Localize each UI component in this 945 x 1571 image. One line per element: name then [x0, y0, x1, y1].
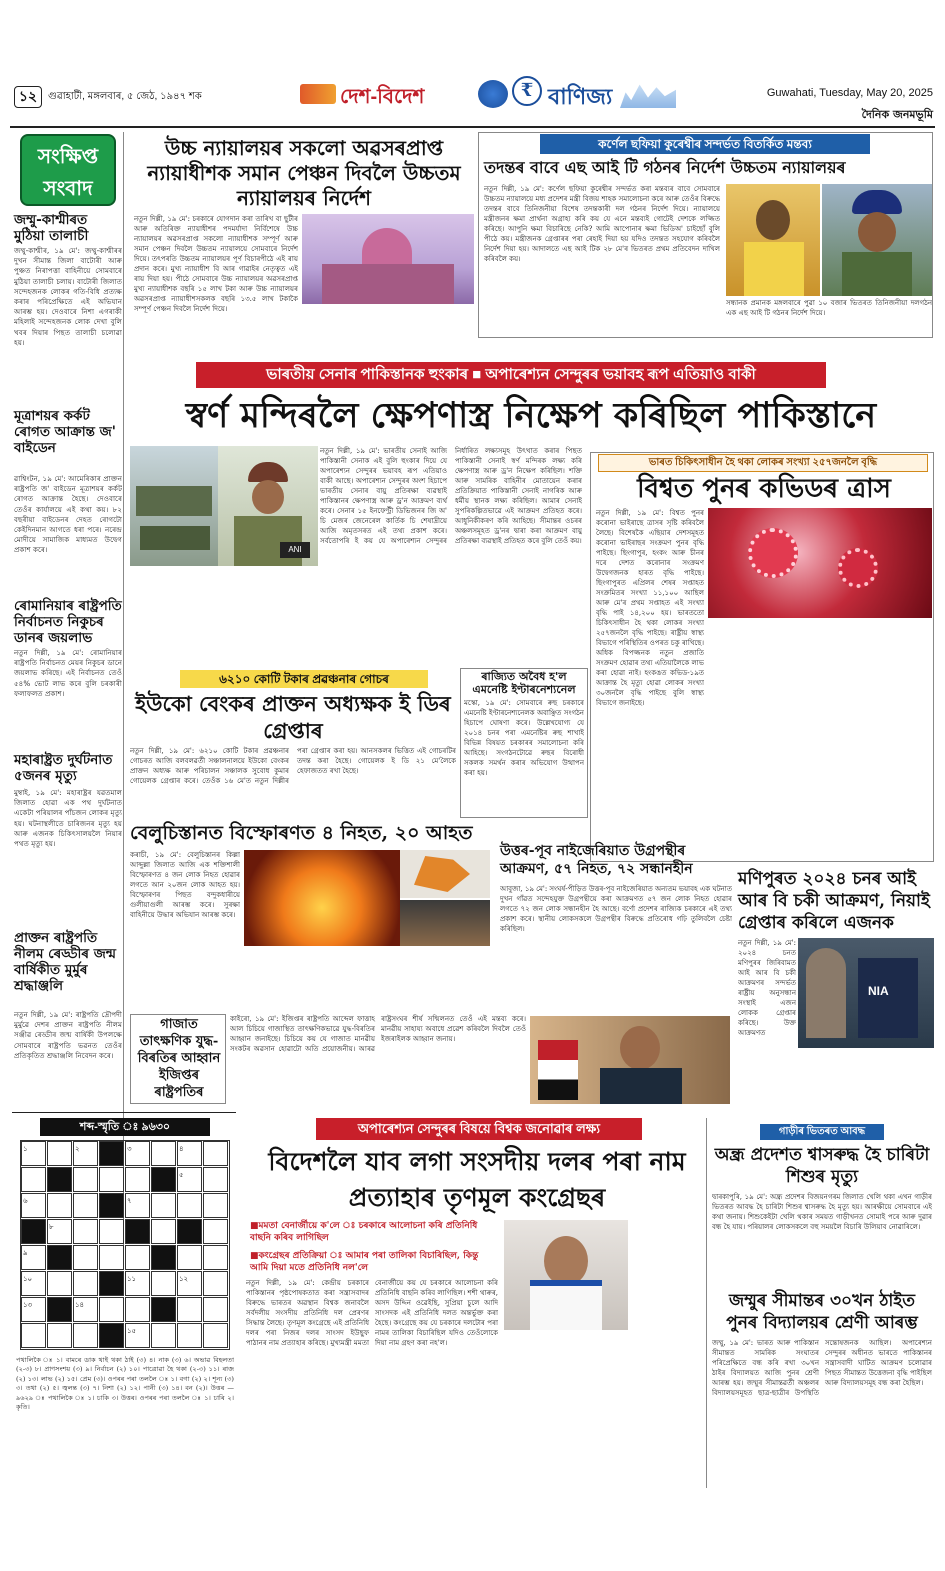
- story-headline: গাজাত তাৎক্ষণিক যুদ্ধ-বিৰতিৰ আহ্বান ইজিপ্তৰ ৰাষ্ট্ৰপতিৰ: [137, 1017, 221, 1100]
- red-banner: ভাৰতীয় সেনাৰ পাকিস্তানক হুংকাৰ ■ অপাৰেশ্যন সেন্দুৰৰ ভয়াবহ ৰূপ এতিয়াও বাকী: [196, 362, 826, 388]
- crossword-cell[interactable]: [177, 1323, 202, 1348]
- sidebar-title: সংক্ষিপ্ত সংবাদ: [20, 134, 116, 206]
- section-title-banijya: বাণিজ্য: [548, 84, 613, 109]
- story-kicker: কৰ্ণেল ছফিয়া কুৰেশ্বীৰ সন্দৰ্ভত বিতৰ্কিত মন্তব্য: [540, 134, 870, 154]
- story-body: মস্কো, ১৯ মে': সোমবাৰে ৰুছ চৰকাৰে এমনেষ্টি ইণ্টাৰনেশ্যনেলক অবাঞ্ছিত সংগঠন হিচাপে ঘোষণা কৰে। উল্লেখযোগ্য যে ২০১৪ চনৰ পৰা এমনেষ্টিৰ ৰুছ শাখাই বিভিন্ন বিষয়ত চৰকাৰৰ সমালোচনা কৰি আহিছে। সংগঠনটোৱে ৰুছৰ বিৰোধী সকলক সমৰ্থন কৰাৰ অভিযোগ উত্থাপন কৰা হয়।: [464, 699, 584, 777]
- story-body: আবুজা, ১৯ মে': সংঘৰ্ষ-পীড়িত উত্তৰ-পূব নাইজেৰিয়াত অন্যতম ভয়াবহ এক ঘটনাত দুখন গাঁৱত সন্দেহযুক্ত উগ্ৰপন্থীয়ে কৰা আক্ৰমণত ৫৭ জন লোক নিহত হোৱাৰ লগতে ৭২ জন লোক সন্ধানহীন হৈ আছে। বৰ্ণো প্ৰদেশৰ ৰাজ্যিক চৰকাৰে এই তথ্য প্ৰকাশ কৰে। স্থানীয় লোকসকলে উগ্ৰপন্থীৰ বিৰুদ্ধে প্ৰতিৰোধ গঢ়ি তুলিবলৈ চেষ্টা কৰিছিল।: [500, 885, 732, 933]
- crossword-block: [47, 1297, 72, 1322]
- crossword-cell[interactable]: [47, 1193, 72, 1218]
- covid-virus-image: [708, 508, 932, 618]
- supreme-court-photo: [302, 214, 474, 304]
- page-number: ১২: [14, 86, 42, 108]
- crossword-cell[interactable]: [177, 1297, 202, 1322]
- crossword-block: [99, 1271, 124, 1296]
- photo-caption: সন্ধানক প্ৰমানক মঙ্গলবাৰে পুৱা ১০ বজাৰ ভিতৰত তিনিজনীয়া দলগঠন এক এছ আই টি গঠনৰ নিৰ্দেশ দিয়ে।: [726, 299, 932, 317]
- colonel-photo: [822, 184, 932, 296]
- story-kicker: ৬২১০ কোটি টকাৰ প্ৰৱঞ্চনাৰ গোচৰ: [180, 670, 428, 688]
- story-headline: ৰাজ্যিত অবৈধ হ'ল এমনেষ্টি ইণ্টাৰনেশ্যনেল: [472, 670, 576, 696]
- story-body-cont: [244, 948, 490, 1010]
- story-headline: মণিপুৰত ২০২৪ চনৰ আই আৰ বি চকী আক্ৰমণ, নিয়াই গ্ৰেপ্তাৰ কৰিলে এজনক: [738, 869, 930, 933]
- brief-headline: মহাৰাষ্ট্ৰত দুৰ্ঘটনাত ৫জনৰ মৃত্যু: [14, 752, 113, 784]
- story-body: দ্বাৰকাপুৰি, ১৯ মে': অন্ধ্ৰ প্ৰদেশৰ বিজয়নগৰম জিলাত খেলি থকা এখন গাড়ীৰ ভিতৰত আবদ্ধ হৈ চাৰিটা শিশুৰ শ্বাসৰুদ্ধ হৈ মৃত্যু হয়। আৰক্ষীয়ে সোমবাৰে এই কথা জনায়। শিশুকেইটা খেলি থকাৰ সময়ত গাড়ীখনত সোমাই পৰে আৰু দুৱাৰ বন্ধ হৈ যায়। পৰিয়ালৰ লোকসকলে বহু সময়লৈ বিচাৰি উলিয়াব নোৱাৰিলে।: [712, 1193, 932, 1231]
- crossword-cell[interactable]: ১৫: [125, 1323, 150, 1348]
- blast-photo: [244, 850, 400, 946]
- crossword-block: [99, 1323, 124, 1348]
- story-kicker: গাড়ীৰ ভিতৰত আবদ্ধ: [760, 1124, 884, 1140]
- mamata-photo: [504, 1220, 628, 1330]
- crossword-cell[interactable]: [73, 1167, 98, 1192]
- crossword-block: [99, 1141, 124, 1166]
- crossword-cell[interactable]: [151, 1271, 176, 1296]
- crossword-cell[interactable]: [203, 1297, 228, 1322]
- crossword-block: [177, 1219, 202, 1244]
- crossword-cell[interactable]: [99, 1245, 124, 1270]
- crossword-cell[interactable]: [203, 1167, 228, 1192]
- crossword-cell[interactable]: [73, 1271, 98, 1296]
- brief-body: মুম্বাই, ১৯ মে': মহাৰাষ্ট্ৰৰ যৱতমাল জিলাত হোৱা এক পথ দুৰ্ঘটনাত একেটা পৰিয়ালৰ পাঁচজন লোকৰ মৃত্যু হয়। ঘটনাস্থলীতে চাৰিজনৰ মৃত্যু হয় আৰু এজনক চিকিৎসালয়লৈ নিয়াৰ পথত মৃত্যু হয়।: [14, 788, 122, 849]
- brief-headline: ৰোমানিয়াৰ ৰাষ্ট্ৰপতি নিৰ্বাচনত নিকুচৰ ডানৰ জয়লাভ: [14, 598, 122, 646]
- story-body: জম্মু, ১৯ মে': ভাৰত আৰু পাকিস্তান সীমান্তত সামৰিক সংঘাতৰ পৰিপ্ৰেক্ষিতে বন্ধ কৰি ৰখা ৩০খন ঠাইৰ বিদ্যালয়ত আজি পুনৰ শ্ৰেণী আৰম্ভ হয়। জম্মুৰ সীমান্তৱৰ্তী অঞ্চলৰ বিদ্যালয়সমূহত ছাত্ৰ-ছাত্ৰীৰ উপস্থিতি সন্তোষজনক আছিল। অপাৰেশ্যন সেন্দুৰৰ অধীনত ভাৰতে পাকিস্তানৰ সন্ত্ৰাসবাদী ঘাটিত আক্ৰমণ চলোৱাৰ পিছত সীমান্তত উত্তেজনা বৃদ্ধি পাইছিল আৰু বিদ্যালয়সমূহ বন্ধ কৰা হৈছিল।: [712, 1339, 932, 1397]
- masthead: দৈনিক জনমভূমি: [861, 108, 933, 121]
- army-officer-photo: [218, 446, 318, 566]
- crossword-cell[interactable]: ৪: [177, 1141, 202, 1166]
- crossword-block: [125, 1219, 150, 1244]
- globe-icon: [478, 80, 508, 108]
- minister-photo: [726, 184, 820, 296]
- story-body-cont: [738, 1050, 934, 1118]
- crossword-cell[interactable]: [151, 1141, 176, 1166]
- crossword-cell[interactable]: ৫: [177, 1167, 202, 1192]
- story-body: নতুন দিল্লী, ১৯ মে': চৰকাৰে যোগদান কৰা তাৰিখ বা ছুটীৰ আৰু অতিৰিক্ত ন্যায়াধীশৰ পদমৰ্যাদা নিৰ্বিশেষে উচ্চ ন্যায়ালয়ৰ অৱসৰপ্ৰাপ্ত সকলো ন্যায়াধীশক সম্পূৰ্ণ আৰু সমান পেঞ্চন দিবলৈ উচ্চতম ন্যায়ালয়ে সোমবাৰে নিৰ্দেশ দিয়ে। তৎপৰতি উচ্চতম ন্যায়ালয়ৰ পূৰ্ণ বিচাৰপীঠে এই ৰায় প্ৰদান কৰে। মুখ্য ন্যায়াধীশ বি আৰ গাৱাইৰ নেতৃত্বত এই ৰায় দিয়া হয়। পীঠে সোমবাৰে উচ্চ ন্যায়ালয়ৰ অৱসৰপ্ৰাপ্ত মুখ্য ন্যায়াধীশক বছৰি ১৫ লাখ টকা আৰু উচ্চ ন্যায়ালয়ৰ অৱসৰপ্ৰাপ্ত ন্যায়াধীশসকলক বছৰি ১৩.৫ লাখ টকাকৈ সম্পূৰ্ণ পেঞ্চন দিবলৈ নিৰ্দেশ দিয়ে।: [134, 215, 298, 313]
- lead-headline: স্বৰ্ণ মন্দিৰলৈ ক্ষেপণাস্ত্ৰ নিক্ষেপ কৰিছিল পাকিস্তানে: [185, 395, 877, 436]
- india-gate-icon: [300, 84, 336, 104]
- story-kicker: ভাৰত চিকিৎসাধীন হৈ থকা লোকৰ সংখ্যা ২৫৭জনলৈ বৃদ্ধি: [598, 454, 928, 472]
- crossword-cell[interactable]: [99, 1297, 124, 1322]
- story-body: কাইৰো, ১৯ মে': ইজিপ্তৰ ৰাষ্ট্ৰপতি আব্দেল ফাত্তাহ আল চিচিয়ে গাজাস্থিত তাৎক্ষণিকভাৱে যুদ্ধ-বিৰতিৰ আহ্বান জনাইছে। চিচিয়ে কয় যে গাজাত মানৱীয় সংকটৰ অৱসান হোৱাটো অতি প্ৰয়োজনীয়। আৰৱ ৰাষ্ট্ৰসংঘৰ শীৰ্ষ সন্মিলনত তেওঁ এই মন্তব্য কৰে। মানৱীয় সাহায্য অবাধে প্ৰৱেশ কৰিবলৈ দিবলৈ তেওঁ ইজৰাইলক আহ্বান জনায়।: [230, 1015, 526, 1053]
- story-body: নতুন দিল্লী, ১৯ মে': ২০২৪ চনত মণিপুৰৰ জিৰিবামত আই আৰ বি চকী আক্ৰমণৰ সন্দৰ্ভত ৰাষ্ট্ৰীয় অনুসন্ধান সংস্থাই এজন লোকক গ্ৰেপ্তাৰ কৰিছে। উক্ত আক্ৰমণত: [738, 939, 796, 1037]
- crossword-cell[interactable]: [47, 1141, 72, 1166]
- missile-system-photo: [130, 446, 218, 566]
- crossword-block: [151, 1167, 176, 1192]
- crossword-cell[interactable]: [125, 1167, 150, 1192]
- crossword-cell[interactable]: [151, 1323, 176, 1348]
- crossword-cell[interactable]: [151, 1193, 176, 1218]
- story-headline: বেলুচিস্তানত বিস্ফোৰণত ৪ নিহত, ২০ আহত: [130, 822, 473, 844]
- blast-aftermath-photo: [400, 900, 490, 946]
- crossword-cell[interactable]: [125, 1297, 150, 1322]
- crossword-cell[interactable]: [73, 1193, 98, 1218]
- story-headline: ইউকো বেংকৰ প্ৰাক্তন অধ্যক্ষক ই ডিৰ গ্ৰেপ্তাৰ: [135, 691, 451, 743]
- story-headline: বিশ্বত পুনৰ কভিডৰ ত্ৰাস: [637, 474, 891, 504]
- crossword-cell[interactable]: [203, 1219, 228, 1244]
- lead-body-cont: [130, 570, 318, 666]
- egypt-president-photo: [530, 1016, 730, 1104]
- story-body-cont: [708, 622, 932, 858]
- crossword-cell[interactable]: [203, 1193, 228, 1218]
- story-headline: জম্মুৰ সীমান্তৰ ৩০খন ঠাইত পুনৰ বিদ্যালয়ৰ শ্ৰেণী আৰম্ভ: [726, 1291, 918, 1333]
- crossword-cell[interactable]: ৯: [21, 1245, 46, 1270]
- brief-headline: প্ৰাক্তন ৰাষ্ট্ৰপতি নীলম ৰেড্ডীৰ জন্ম বাৰ্ষিকীত মুৰ্মুৰ শ্ৰদ্ধাঞ্জলি: [14, 930, 116, 994]
- crossword-clues: পথালিকৈ ঃ ১। বামৰে ডাক থাই থকা ঠাই (৩) ৪। নাক (৩) ৬। অভাৱ বিহলতা (২-৩) ৮। প্ৰাণসংশয় (৩) ৯। নিৰ্বাচন (২) ১০। পাত্ৰোৱা হৈ থকা (২-৩) ১১। ৰাজ (২) ১৩। লাভ (২) ১৫। প্ৰেম (৩)। ওপৰৰ পৰা তললৈ ঃ ১। বগা (২) ২। শূন্য (৩) ৩। তথা (২) ৫। জ্বলন্ত (৩) ৭। নিশা (২) ১২। পানী (৩) ১৪। বন (২)। উত্তৰ — ৯৬২৯ ঃ পথালিকৈ ঃ ১। চাকি ৩। উত্তৰ। ওপৰৰ পৰা তললৈ ঃ ১। চাৰি ২। কৃতি।: [16, 1356, 234, 1412]
- crossword-cell[interactable]: ১১: [125, 1271, 150, 1296]
- story-body: নতুন দিল্লী, ১৯ মে': বিশ্বত পুনৰ কৰোনা ভাইৰাছে ত্ৰাসৰ সৃষ্টি কৰিবলৈ লৈছে। বিশেষকৈ এছিয়াৰ দেশসমূহত কৰোনা ভাইৰাছৰ সংক্ৰমণ পুনৰ বৃদ্ধি পাইছে। ছিংগাপুৰ, হংকং আৰু চীনৰ দৰে দেশত কৰোনাৰ সংক্ৰমণ উদ্বেগজনক হাৰত বৃদ্ধি পাইছে। ছিংগাপুৰত এপ্ৰিলৰ শেষৰ সপ্তাহত সংক্ৰমিতৰ সংখ্যা ১১,১০০ আছিল আৰু মে'ৰ প্ৰথম সপ্তাহত এই সংখ্যা বৃদ্ধি পাই ১৪,২০০ হয়। ভাৰততো চিকিৎসাধীন হৈ থকা লোকৰ সংখ্যা ২৫৭জনলৈ বৃদ্ধি পাইছে। ৰাষ্ট্ৰীয় স্বাস্থ্য বিভাগে পৰিস্থিতিৰ ওপৰত চকু ৰাখিছে। অধিক বিপজ্জনক নতুন প্ৰজাতি সংক্ৰমণ হোৱাৰ তথ্য এতিয়ালৈকে লাভ কৰা হোৱা নাই। হংকঙত কভিড-১৯ত আক্ৰান্ত হৈ মৃত্যু হোৱা লোকৰ সংখ্যা ৩০জনলৈ বৃদ্ধি পাইছে বুলি স্বাস্থ্য বিভাগে জনাইছে।: [596, 509, 704, 707]
- brief-body: জম্মু-কাশ্মীৰ, ১৯ মে': জম্মু-কাশ্মীৰৰ দুখন সীমান্ত জিলা বাটোৰী আৰু পুঞ্চত নিৰাপত্তা বাহিনীয়ে সোমবাৰে মুঠিয়া তালাচী চলায়। বাটোৰী জিলাত সন্দেহজনক লোকৰ গতি-বিধি প্ৰত্যক্ষ কৰাৰ পৰিপ্ৰেক্ষিতে এই অভিযান আৰম্ভ হয়। দেওবাৰে নিশা এগৰাকী মহিলাই সন্দেহজনক লোক দেখা বুলি খবৰ দিয়াৰ পিছত তালাচী চলোৱা হয়।: [14, 246, 122, 347]
- section-title-desh-bidesh: দেশ-বিদেশ: [340, 86, 425, 108]
- crossword-block: [99, 1193, 124, 1218]
- crossword-block: [47, 1167, 72, 1192]
- crossword-cell[interactable]: [177, 1193, 202, 1218]
- crossword-cell[interactable]: [47, 1323, 72, 1348]
- lead-body: নতুন দিল্লী, ১৯ মে': ভাৰতীয় সেনাই আজি পাকিস্তানী সেনাক এই বুলি হুংকাৰ দিয়ে যে অপাৰেশ্যন সেন্দুৰৰ ভয়াবহ ৰূপ এতিয়াও বাকী আছে। অপাৰেশ্যন সেন্দুৰৰ অংশ হিচাপে ভাৰতীয় সেনাৰ বায়ু প্ৰতিৰক্ষা ব্যৱস্থাই পাকিস্তানৰ ক্ষেপণাস্ত্ৰ আৰু ড্ৰ'ন আক্ৰমণ ব্যৰ্থ কৰে। সেনাৰ ১৫ ইনফেণ্ট্ৰী ডিভিজনৰ জি অ' চি মেজৰ জেনেৰেল কাৰ্তিক চি শেষাদ্ৰীয়ে আজি অমৃতসৰত এই তথ্য প্ৰকাশ কৰে। সৰ্বতোপৰি ই কয় যে অপাৰেশ্যন সেন্দুৰৰ নিৰ্ধাৰিত লক্ষ্যসমূহ উৎখাত কৰাৰ পিছত পাকিস্তানী সেনাই স্বৰ্ণ মন্দিৰক লক্ষ্য কৰি ক্ষেপণাস্ত্ৰ আৰু ড্ৰ'ন নিক্ষেপ কৰিছিল। শক্তি আৰু সামৰিক বাহিনীৰ মোতায়েন কৰাৰ প্ৰতিক্ৰিয়াত পাকিস্তানী সেনাই নাগৰিক আৰু ধৰ্মীয় স্থানক লক্ষ্য কৰিছিল। আমাৰ সেনাই সুপৰিকল্পিতভাৱে এই আক্ৰমণ প্ৰতিহত কৰে। আধুনিকীকৰণ কৰি আহিছে। সীমান্তৰ ওচৰৰ অঞ্চলসমূহত ড্ৰ'নৰ দ্বাৰা কৰা আক্ৰমণ বায়ু প্ৰতিৰক্ষা ব্যৱস্থাই প্ৰতিহত কৰে বুলি তেওঁ কয়।: [320, 447, 582, 545]
- crossword-cell[interactable]: [177, 1245, 202, 1270]
- crossword-cell[interactable]: [73, 1323, 98, 1348]
- story-headline: উত্তৰ-পূব নাইজেৰিয়াত উগ্ৰপন্থীৰ আক্ৰমণ, ৫৭ নিহত, ৭২ সন্ধানহীন: [500, 843, 693, 877]
- crossword-cell[interactable]: ৬: [21, 1193, 46, 1218]
- story-body-cont: [302, 306, 474, 332]
- story-body: নতুন দিল্লী, ১৯ মে': কৰ্ণেল ছফিয়া কুৰেশ্বীৰ সন্দৰ্ভত কৰা মন্তব্যৰ বাবে সোমবাৰে উচ্চতম ন্যায়ালয়ে মধ্য প্ৰদেশৰ মন্ত্ৰী বিজয় শাহক সমালোচনা কৰে আৰু তেওঁৰ বিৰুদ্ধে তদন্তৰ বাবে তিনিজনীয়া বিশেষ তদন্তকাৰী দল গঠনৰ নিৰ্দেশ দিয়ে। ন্যায়ালয়ে মন্ত্ৰীজনৰ ক্ষমা প্ৰাৰ্থনা অগ্ৰাহ্য কৰি কয় যে এনে মন্তব্যই গোটেই দেশকে লজ্জিত কৰিছে। আপুনি ক্ষমা বিচাৰিছে নেকি? আমি আপোনাৰ ক্ষমা ভিডিঅ' চাইছোঁ বুলি পীঠে কয়। মন্ত্ৰীজনক গ্ৰেপ্তাৰৰ পৰা ৰেহাই দিয়া হয় যদিও তদন্তত সহযোগ কৰিবলৈ নিৰ্দেশ দিয়া হয়। আদালতে এছ আই টিক ২৮ মে'ৰ ভিতৰত প্ৰথম প্ৰতিবেদন দাখিল কৰিবলৈ কয়।: [484, 185, 720, 263]
- crossword-block: [21, 1219, 46, 1244]
- crossword-cell[interactable]: [203, 1141, 228, 1166]
- crossword-block: [151, 1297, 176, 1322]
- crossword-cell[interactable]: ১৪: [73, 1297, 98, 1322]
- story-headline: তদন্তৰ বাবে এছ আই টি গঠনৰ নিৰ্দেশ উচ্চতম ন্যায়ালয়ৰ: [484, 158, 846, 177]
- crossword-cell[interactable]: [99, 1167, 124, 1192]
- crossword-cell[interactable]: [99, 1219, 124, 1244]
- crossword-cell[interactable]: ১০: [21, 1271, 46, 1296]
- nia-label: NIA: [868, 984, 889, 998]
- header-date-en: Guwahati, Tuesday, May 20, 2025: [766, 87, 933, 99]
- crossword-cell[interactable]: ৭: [125, 1193, 150, 1218]
- crossword-cell[interactable]: [21, 1167, 46, 1192]
- red-banner: অপাৰেশ্যন সেন্দুৰৰ বিষয়ে বিশ্বক জনোৱাৰ লক্ষ্য: [316, 1118, 642, 1140]
- crossword-title: শব্দ-স্মৃতি ঃ ৯৬৩০: [40, 1118, 210, 1136]
- crossword-cell[interactable]: ২: [73, 1141, 98, 1166]
- story-body-cont: [504, 1334, 704, 1488]
- ani-logo: ANI: [280, 542, 310, 558]
- brief-body: ৱাশ্বিংটন, ১৯ মে': আমেৰিকাৰ প্ৰাক্তন ৰাষ্ট্ৰপতি জ' বাইডেন মূত্ৰাশয়ৰ কৰ্কট ৰোগত আক্ৰান্ত হৈছে। দেওবাৰে তেওঁৰ কাৰ্যালয়ে এই কথা কয়। ৮২ বছৰীয়া বাইডেনৰ দেহত ৰোগটো কেইদিনমান আগতে ধৰা পৰে। নৰেন্দ্ৰ মোদীয়ে সামাজিক মাধ্যমত উদ্বেগ প্ৰকাশ কৰে।: [14, 474, 122, 555]
- crossword-cell[interactable]: [203, 1245, 228, 1270]
- crossword-cell[interactable]: [21, 1323, 46, 1348]
- brief-headline: জম্মু-কাশ্মীৰত মুঠিয়া তালাচী: [14, 212, 89, 244]
- crossword-cell[interactable]: [47, 1271, 72, 1296]
- story-subhead: ■কংগ্ৰেছৰ প্ৰতিক্ৰিয়া ঃ আমাৰ পৰা তালিকা বিচাৰিছিল, কিন্তু আমি দিয়া মতে প্ৰতিনিধি নল'লে: [250, 1251, 479, 1273]
- story-headline: উচ্চ ন্যায়ালয়ৰ সকলো অৱসৰপ্ৰাপ্ত ন্যায়াধীশক সমান পেঞ্চন দিবলৈ উচ্চতম ন্যায়ালয়ৰ নিৰ্দেশ: [147, 136, 461, 210]
- brief-body: নতুন দিল্লী, ১৯ মে': ৰাষ্ট্ৰপতি দ্ৰৌপদী মুৰ্মুৱে দেশৰ প্ৰাক্তন ৰাষ্ট্ৰপতি নীলম সঞ্জীৱ ৰেড্ডীৰ জন্ম বাৰ্ষিকী উপলক্ষে সোমবাৰে ৰাষ্ট্ৰপতি ভৱনত তেওঁৰ প্ৰতিকৃতিত শ্ৰদ্ধাঞ্জলি নিবেদন কৰে।: [14, 1010, 122, 1060]
- story-headline: বিদেশলৈ যাব লগা সংসদীয় দলৰ পৰা নাম প্ৰত্যাহাৰ তৃণমূল কংগ্ৰেছৰ: [268, 1147, 686, 1212]
- crossword-cell[interactable]: [73, 1219, 98, 1244]
- crossword-cell[interactable]: ১৩: [21, 1297, 46, 1322]
- brief-headline: মূত্ৰাশয়ৰ কৰ্কট ৰোগত আক্ৰান্ত জ' বাইডেন: [14, 408, 116, 456]
- story-body: নতুন দিল্লী, ১৯ মে': কেন্দ্ৰীয় চৰকাৰে পাকিস্তানৰ পৃষ্ঠপোষকতাত কৰা সন্ত্ৰাসবাদৰ বিৰুদ্ধে ভাৰতৰ অৱস্থান বিশ্বক জনাবলৈ সৰ্বদলীয় সংসদীয় প্ৰতিনিধি দল প্ৰেৰণৰ সিদ্ধান্ত লৈছে। তৃণমূল কংগ্ৰেছে এই প্ৰতিনিধি দলৰ পৰা নিজৰ দলৰ সাংসদ ইউছুফ পাঠানৰ নাম প্ৰত্যাহাৰ কৰিছে। মুখ্যমন্ত্ৰী মমতা বেনাৰ্জীয়ে কয় যে চৰকাৰে আলোচনা কৰি প্ৰতিনিধি বাছনি কৰিব লাগিছিল। শশী থাৰুৰ, অসদ উদ্দিন ওৱেইছি, সুপ্ৰিয়া চুলে আদি সাংসদক এই প্ৰতিনিধি দলত অন্তৰ্ভুক্ত কৰা হৈছে। কংগ্ৰেছে কয় যে চৰকাৰে দলটোৰ পৰা নামৰ তালিকা বিচাৰিছিল যদিও তেওঁলোকে দিয়া নাম গ্ৰহণ কৰা নহ'ল।: [246, 1279, 498, 1347]
- crossword-cell[interactable]: ৮: [47, 1219, 72, 1244]
- rupee-icon: ₹: [512, 76, 542, 106]
- crossword-block: [151, 1245, 176, 1270]
- crossword-block: [47, 1245, 72, 1270]
- story-headline: অন্ধ্ৰ প্ৰদেশত শ্বাসৰুদ্ধ হৈ চাৰিটা শিশুৰ মৃত্যু: [714, 1145, 930, 1187]
- story-subhead: ■মমতা বেনাৰ্জীয়ে ক'লে ঃ চৰকাৰে আলোচনা কৰি প্ৰতিনিধি বাছনি কৰিব লাগিছিল: [250, 1221, 478, 1243]
- header-date-as: গুৱাহাটী, মঙ্গলবাৰ, ৫ জেঠ, ১৯৪৭ শক: [48, 91, 202, 102]
- crossword-cell[interactable]: ১২: [177, 1271, 202, 1296]
- crossword-grid[interactable]: [20, 1140, 230, 1350]
- crossword-cell[interactable]: [203, 1323, 228, 1348]
- crossword-cell[interactable]: [73, 1245, 98, 1270]
- crossword-cell[interactable]: ৩: [125, 1141, 150, 1166]
- crossword-cell[interactable]: [125, 1245, 150, 1270]
- crossword-cell[interactable]: ১: [21, 1141, 46, 1166]
- crossword-cell[interactable]: [203, 1271, 228, 1296]
- brief-body: নতুন দিল্লী, ১৯ মে': ৰোমানিয়াৰ ৰাষ্ট্ৰপতি নিৰ্বাচনত মেয়ৰ নিকুচৰ ডানে জয়লাভ কৰিছে। এই নিৰ্বাচনত তেওঁ ৫৪% ভোট লাভ কৰে বুলি চৰকাৰী ফলাফলত প্ৰকাশ।: [14, 648, 122, 698]
- story-body: কৰাচী, ১৯ মে': বেলুচিস্তানৰ কিল্লা আব্দুল্লা জিলাত আজি এক শক্তিশালী বিস্ফোৰণত ৪ জন লোক নিহত হোৱাৰ লগতে আন ২০জন লোক আহত হয়। বিস্ফোৰণৰ পিছত বন্দুকধাৰীয়ে গুলীয়াগুলী আৰম্ভ কৰে। সুৰক্ষা বাহিনীয়ে উদ্ধাৰ অভিযান আৰম্ভ কৰে।: [130, 851, 240, 919]
- crossword-cell[interactable]: [151, 1219, 176, 1244]
- story-body: নতুন দিল্লী, ১৯ মে': ৬২১০ কোটি টকাৰ প্ৰৱঞ্চনাৰ গোচৰত আজি বলবলৱৰ্তী সঞ্চালনালয়ে ইউকো বেংকৰ প্ৰাক্তন অধ্যক্ষ আৰু পৰিচালন সঞ্চালক সুবোধ কুমাৰ গোয়েলক গ্ৰেপ্তাৰ কৰে। তেওঁক ১৬ মে'ত নতুন দিল্লীৰ পৰা গ্ৰেপ্তাৰ কৰা হয়। আনসকলৰ ভিত্তিত এই গোচৰটিৰ তদন্ত কৰা হৈছে। গোয়েলক ই ডি ২১ মে'লৈকে হেফাজতত ৰখা হৈছে।: [130, 747, 456, 785]
- pakistan-map: [400, 850, 490, 898]
- nia-arrest-photo: [798, 938, 934, 1048]
